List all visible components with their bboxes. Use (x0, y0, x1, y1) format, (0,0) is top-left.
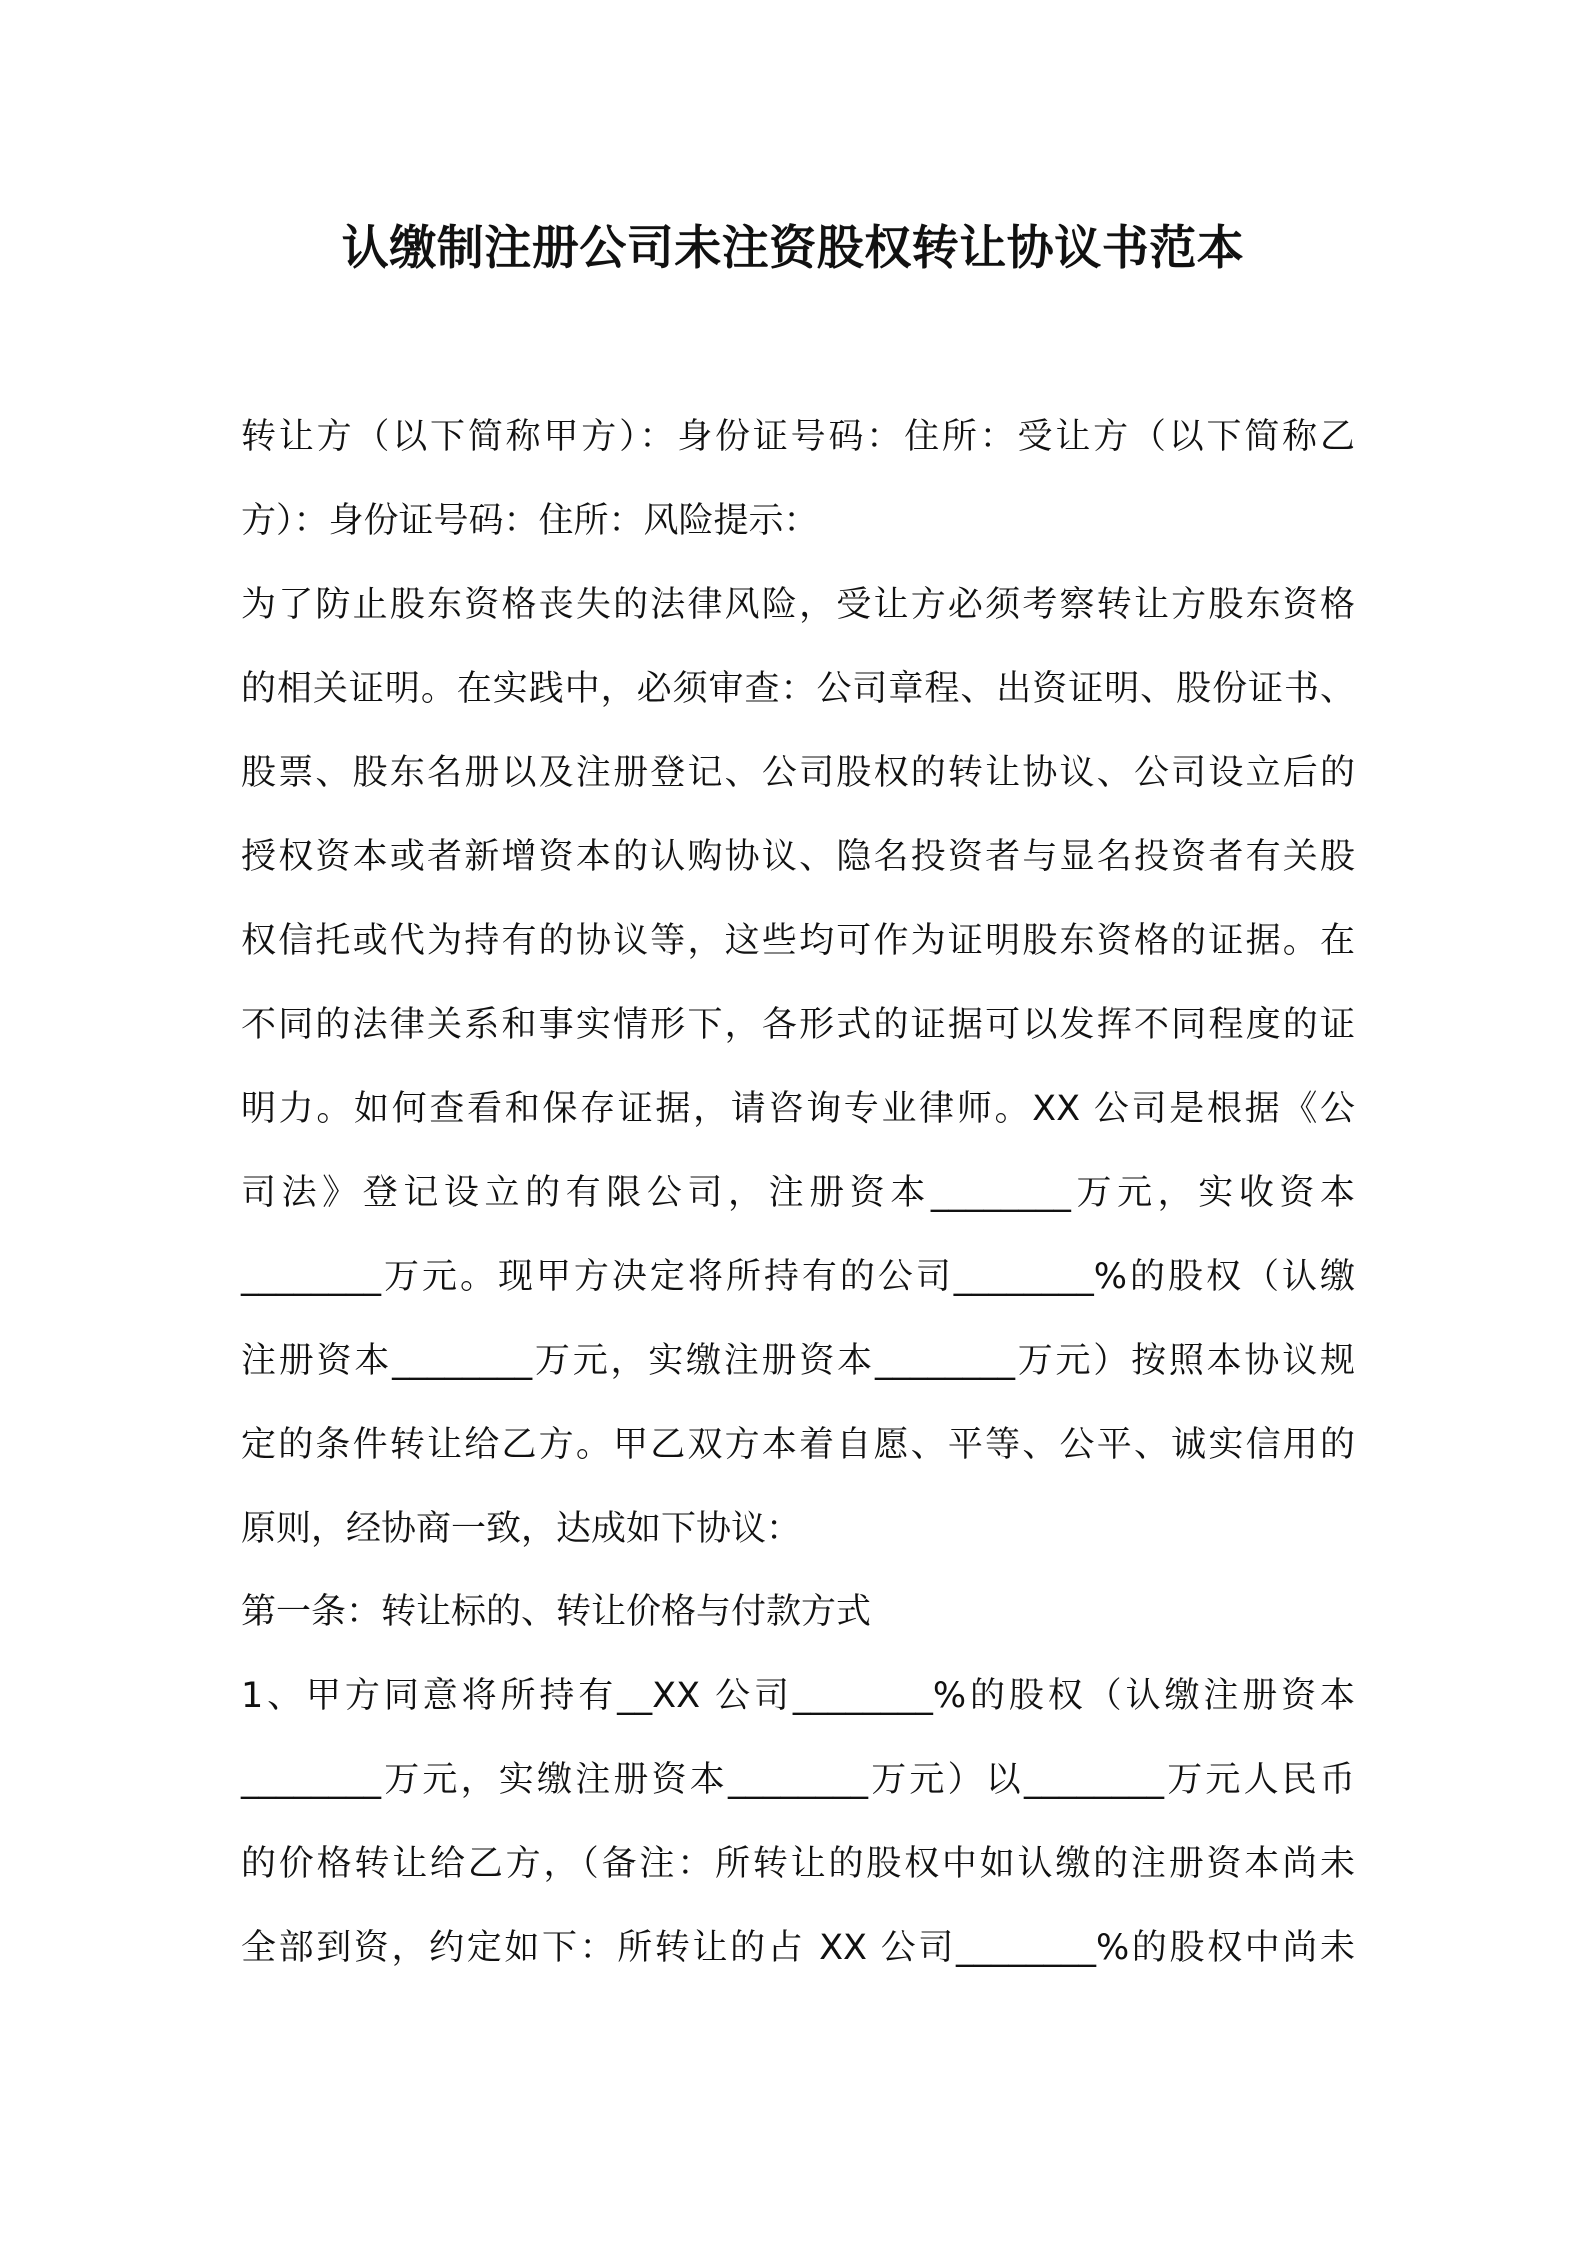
body-line: 的价格转让给乙方，（备注：所转让的股权中如认缴的注册资本尚未 (241, 1844, 1355, 1884)
body-line: 司法》登记设立的有限公司，注册资本________万元，实收资本 (241, 1173, 1355, 1213)
body-line: 的相关证明。在实践中，必须审查：公司章程、出资证明、股份证书、 (241, 669, 1355, 709)
body-line: 权信托或代为持有的协议等，这些均可作为证明股东资格的证据。在 (241, 921, 1355, 961)
body-line: 明力。如何查看和保存证据，请咨询专业律师。XX 公司是根据《公 (241, 1089, 1355, 1129)
body-line: 为了防止股东资格丧失的法律风险，受让方必须考察转让方股东资格 (241, 585, 1355, 625)
body-line: 注册资本________万元，实缴注册资本________万元）按照本协议规 (241, 1341, 1355, 1381)
body-line: 转让方（以下简称甲方）：身份证号码：住所：受让方（以下简称乙 (241, 417, 1355, 457)
body-line: ________万元，实缴注册资本________万元）以________万元人民币 (241, 1760, 1355, 1800)
body-line: ________万元。现甲方决定将所持有的公司________%的股权（认缴 (241, 1257, 1355, 1297)
body-line: 不同的法律关系和事实情形下，各形式的证据可以发挥不同程度的证 (241, 1005, 1355, 1045)
body-line: 1、甲方同意将所持有__XX 公司________%的股权（认缴注册资本 (241, 1676, 1355, 1716)
document-title: 认缴制注册公司未注资股权转让协议书范本 (341, 221, 1245, 276)
body-line: 全部到资，约定如下：所转让的占 XX 公司________%的股权中尚未 (241, 1928, 1355, 1968)
body-line: 方）：身份证号码：住所：风险提示： (241, 501, 819, 541)
body-line: 授权资本或者新增资本的认购协议、隐名投资者与显名投资者有关股 (241, 837, 1355, 877)
section-heading: 第一条：转让标的、转让价格与付款方式 (241, 1592, 872, 1632)
body-line: 股票、股东名册以及注册登记、公司股权的转让协议、公司设立后的 (241, 753, 1355, 793)
body-line: 原则，经协商一致，达成如下协议： (241, 1509, 802, 1549)
body-line: 定的条件转让给乙方。甲乙双方本着自愿、平等、公平、诚实信用的 (241, 1425, 1355, 1465)
